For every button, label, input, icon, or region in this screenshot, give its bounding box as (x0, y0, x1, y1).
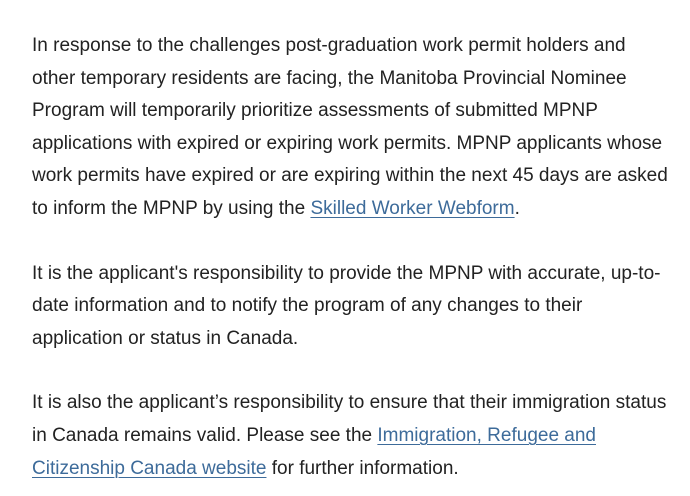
paragraph-responsibility-status (32, 387, 672, 485)
paragraph-prioritization (32, 30, 672, 226)
paragraph-prioritization-end: . (514, 197, 520, 219)
paragraph-prioritization-text: In response to the challenges post-graduation work permit holders and other temporary residents are facing, the Manitoba Provincial Nominee Program will temporarily prioritize assessments of submitted MPNP applications with expired or expiring work permits. MPNP applicants whose work permits have expired or are expiring within the next 45 days are asked to inform the MPNP by using the (32, 35, 668, 219)
paragraph-responsibility-info (32, 258, 672, 356)
paragraph-responsibility-info-text: It is the applicant's responsibility to provide the MPNP with accurate, up-to-date information and to notify the program of any changes to their application or status in Canada. (32, 262, 661, 349)
paragraph-responsibility-status-end: for further information. (266, 457, 459, 479)
paragraph-responsibility-status-text: It is also the applicant’s responsibility to ensure that their immigration status in Canada remains valid. Please see the (32, 392, 667, 446)
skilled-worker-webform-link[interactable]: Skilled Worker Webform (310, 197, 515, 219)
article-body (32, 30, 672, 485)
ircc-website-link[interactable]: Immigration, Refugee and Citizenship Canada website (32, 424, 596, 479)
